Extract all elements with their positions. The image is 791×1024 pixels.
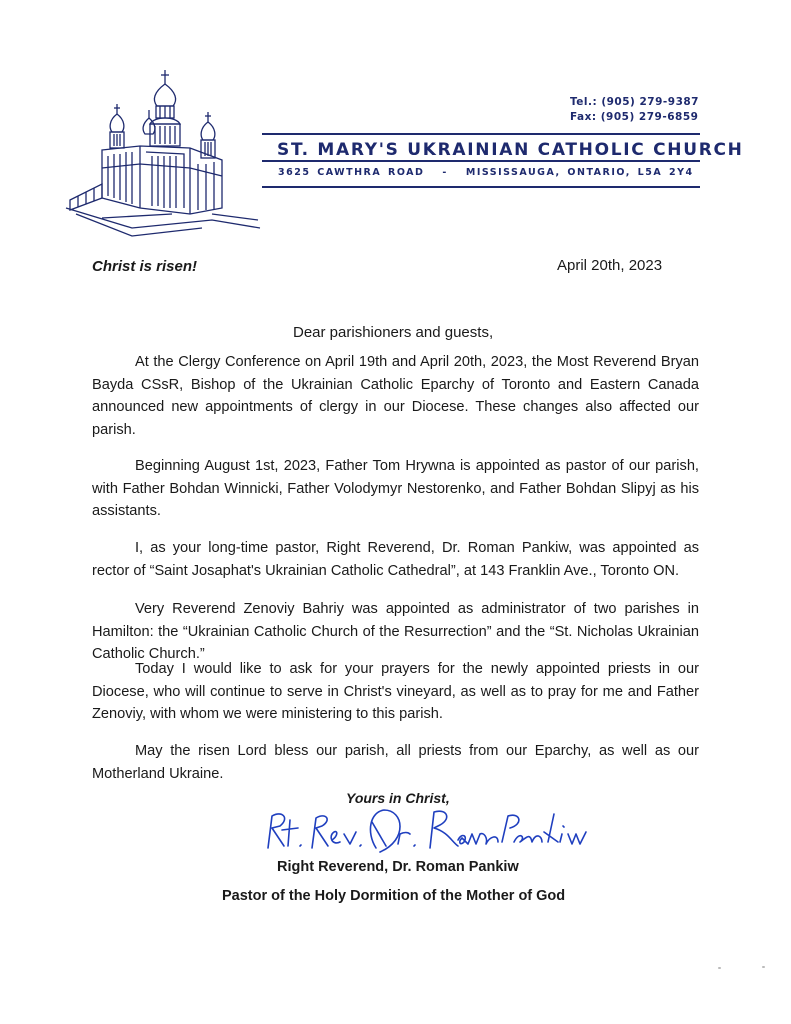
street-address: 3625 CAWTHRA ROAD	[278, 167, 425, 178]
church-icon	[62, 68, 262, 240]
greeting: Christ is risen!	[92, 258, 198, 275]
closing: Yours in Christ,	[346, 790, 450, 806]
bottom-rule	[262, 186, 700, 188]
scan-speck	[718, 967, 721, 969]
signer-name: Right Reverend, Dr. Roman Pankiw	[277, 859, 519, 875]
top-rule	[262, 133, 700, 135]
signer-position: Pastor of the Holy Dormition of the Mother of God	[222, 888, 566, 904]
scan-speck	[762, 966, 765, 968]
middle-rule	[262, 160, 700, 162]
church-address	[278, 167, 694, 178]
fax-number: Fax: (905) 279-6859	[569, 111, 699, 123]
city-address: MISSISSAUGA, ONTARIO, L5A 2Y4	[465, 167, 694, 178]
church-name: ST. MARY'S UKRAINIAN CATHOLIC CHURCH	[277, 140, 744, 160]
paragraph-prayers: Today I would like to ask for your prayers for the newly appointed priests in our Diocese, who will continue to serve in Christ's vineyard, as well as to pray for me and Father Zenoviy, with whom we were ministering to this parish.	[92, 661, 699, 722]
letter-date: April 20th, 2023	[557, 257, 663, 274]
paragraph-administrator: Very Reverend Zenoviy Bahriy was appointed as administrator of two parishes in Hamilton: the “Ukrainian Catholic Church of the Resurrection” and the “St. Nicholas Ukrainian Catholic Church.”	[92, 601, 699, 662]
handwritten-signature	[258, 802, 618, 860]
paragraph-blessing: May the risen Lord bless our parish, all priests from our Eparchy, as well as our Motherland Ukraine.	[92, 743, 699, 782]
paragraph-rector: I, as your long-time pastor, Right Reverend, Dr. Roman Pankiw, was appointed as rector of “Saint Josaphat's Ukrainian Catholic Cathedral”, at 143 Franklin Ave., Toronto ON.	[92, 540, 699, 579]
address-separator: -	[442, 167, 448, 178]
paragraph-appointment: Beginning August 1st, 2023, Father Tom Hrywna is appointed as pastor of our parish, with Father Bohdan Winnicki, Father Volodymyr Nestorenko, and Father Bohdan Slipyj as his assistants.	[92, 458, 699, 519]
salutation: Dear parishioners and guests,	[293, 324, 494, 341]
contact-info	[570, 95, 699, 125]
phone-number: Tel.: (905) 279-9387	[569, 96, 699, 108]
paragraph-conference: At the Clergy Conference on April 19th and April 20th, 2023, the Most Reverend Bryan Bayda CSsR, Bishop of the Ukrainian Catholic Eparchy of Toronto and Eastern Canada announced new appointments of clergy in our Diocese. These changes also affected our parish.	[92, 354, 699, 438]
